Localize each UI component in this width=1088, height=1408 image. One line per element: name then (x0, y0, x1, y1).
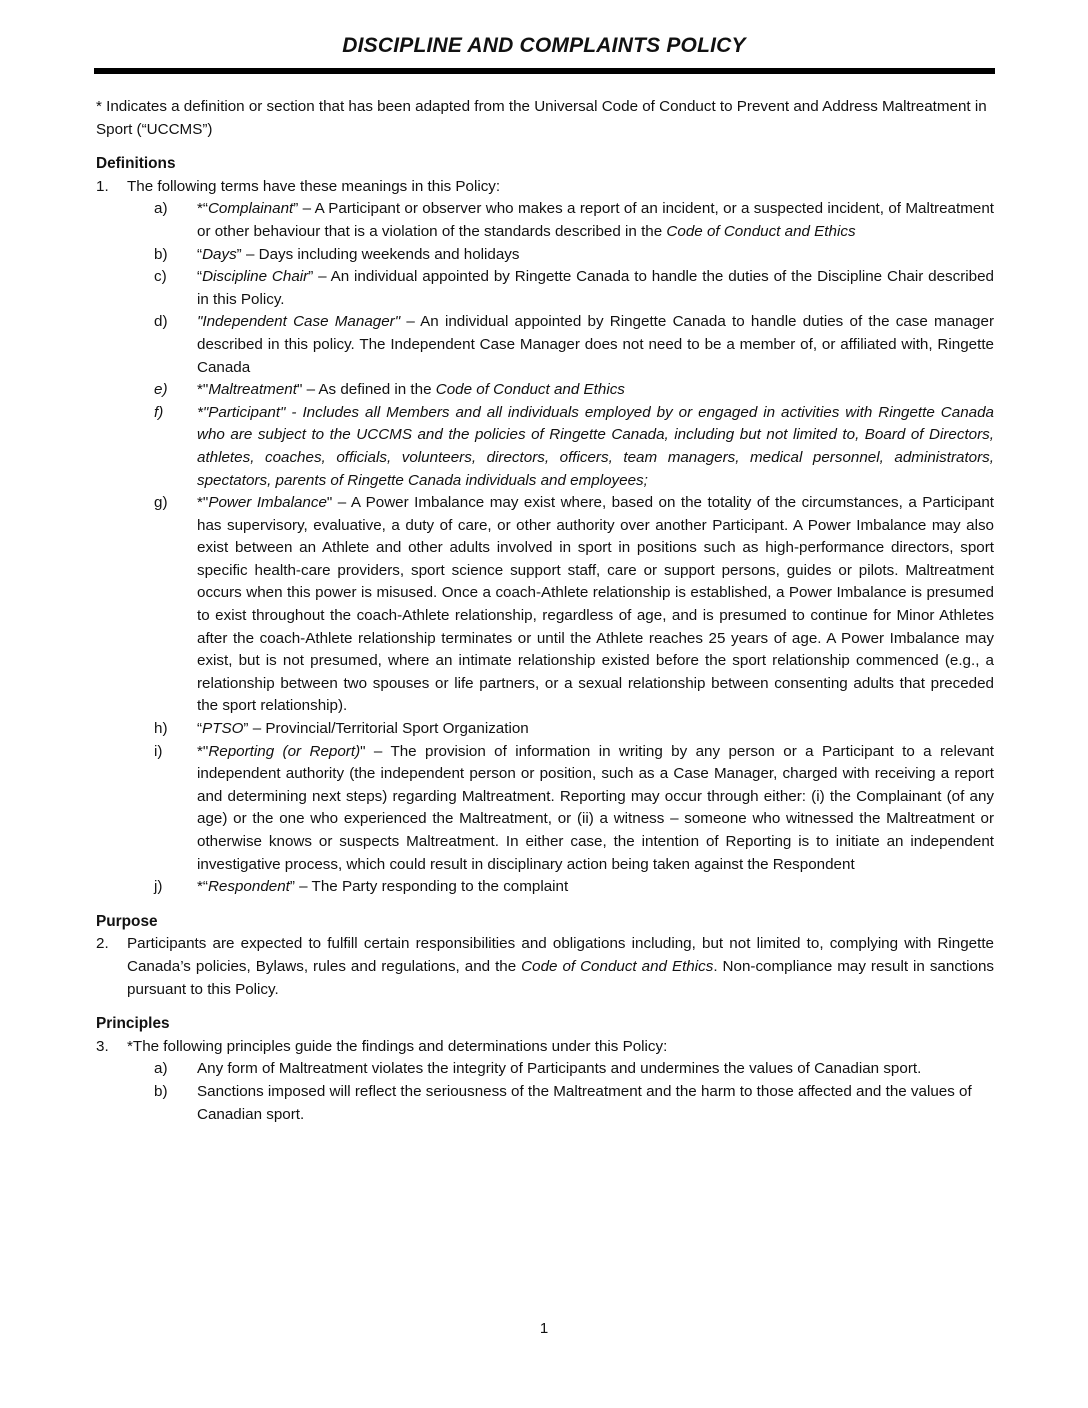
definition-prefix: *“ (197, 200, 208, 218)
definition-item (96, 402, 994, 492)
principle-item (96, 1058, 994, 1081)
definition-term: Complainant (207, 200, 294, 218)
definition-label: a) (154, 200, 168, 218)
definition-term: Discipline Chair (202, 268, 309, 286)
definition-text: ” – Days including weekends and holidays (236, 245, 520, 263)
definition-term: Respondent (207, 878, 290, 896)
principle-label: a) (154, 1060, 168, 1078)
definition-term: Reporting (or Report) (208, 742, 361, 760)
definition-term: *"Participant" - Includes all Members and all individuals employed by or engaged in activities with Ringette Canada who are subject to the UCCMS and the policies of Ringette Canada, including but not limited to, Board of Directors, athletes, coaches, officials, volunteers, directors, officers, team managers, medical personnel, administrators, spectators, parents of Ringette Canada individuals and employees; (197, 403, 994, 489)
definition-reference: Code of Conduct and Ethics (435, 381, 625, 399)
definition-term: Power Imbalance (208, 494, 327, 512)
purpose-text-end: . Non-compliance may result in sanctions pursuant to this Policy. (127, 957, 994, 998)
intro-text: *The following principles guide the findings and determinations under this Policy: (127, 1037, 668, 1055)
purpose-heading: Purpose (96, 912, 158, 930)
principle-text: Any form of Maltreatment violates the integrity of Participants and undermines the values of Canadian sport. (197, 1060, 922, 1078)
item-number: 2. (96, 935, 109, 953)
definition-label: d) (154, 313, 168, 331)
principles-intro (96, 1036, 994, 1059)
intro-text: The following terms have these meanings in this Policy: (127, 177, 501, 195)
definition-text: ” – Provincial/Territorial Sport Organization (243, 720, 529, 738)
definition-item (96, 244, 994, 267)
page-number: 1 (539, 1320, 549, 1337)
principle-item (96, 1081, 994, 1126)
definition-text: " – A Power Imbalance may exist where, based on the totality of the circumstances, a Participant has supervisory, evaluative, a duty of care, or other authority over another Participant. A Power Imbalance may also exist between an Athlete and other adults involved in sport in positions such as high-performance directors, sport specific health-care providers, sport science support staff, care or support persons, guides or pilots. Maltreatment occurs when this power is misused. Once a coach-Athlete relationship is established, a Power Imbalance is presumed to exist throughout the coach-Athlete relationship, regardless of age, and is presumed to continue for Minor Athletes after the coach-Athlete relationship terminates or until the Athlete reaches 25 years of age. A Power Imbalance may exist, but is not presumed, where an intimate relationship existed before the sport relationship commenced (e.g., a relationship between two spouses or life partners, or a sexual relationship between consenting adults that preceded the sport relationship). (197, 494, 995, 715)
definition-label: h) (154, 720, 168, 738)
purpose-reference: Code of Conduct and Ethics (521, 957, 714, 975)
definitions-heading: Definitions (96, 155, 176, 173)
definition-item (96, 876, 994, 899)
definition-prefix: “ (197, 268, 203, 286)
purpose-section (96, 911, 994, 1001)
definition-label: i) (154, 742, 163, 760)
purpose-text: Participants are expected to fulfill certain responsibilities and obligations including, but not limited to, complying with Ringette Canada’s policies, Bylaws, rules and regulations, and the (127, 935, 994, 975)
principles-heading: Principles (96, 1015, 170, 1033)
document-body (96, 96, 994, 1138)
definition-text: " – The provision of information in writing by any person or a Participant to a relevant independent authority (the independent person or position, such as a Case Manager, charged with receiving a report and determining next steps) regarding Maltreatment. Reporting may occur through either: (i) the Complainant (of any age) or the one who experienced the Maltreatment, or (ii) a witness – someone who witnessed the Maltreatment or otherwise knows or suspects Maltreatment. In either case, the intention of Reporting is to initiate an independent investigative process, which could result in disciplinary action being taken against the Respondent (197, 742, 994, 873)
definition-term: PTSO (202, 720, 244, 738)
definition-text: ” – An individual appointed by Ringette Canada to handle the duties of the Discipline Chair described in this Policy. (197, 268, 994, 308)
definition-item (96, 379, 994, 402)
definition-label: f) (154, 403, 164, 421)
definition-item (96, 718, 994, 741)
purpose-item (96, 933, 994, 1001)
uccms-note: * Indicates a definition or section that has been adapted from the Universal Code of Conduct to Prevent and Address Maltreatment in Sport (“UCCMS”) (96, 98, 987, 138)
definition-item (96, 311, 994, 379)
definition-text: ” – The Party responding to the complaint (289, 878, 569, 896)
definition-prefix: *“ (197, 878, 208, 896)
definition-prefix: *" (197, 381, 209, 399)
definition-item (96, 198, 994, 243)
definition-label: b) (154, 245, 168, 263)
definition-label: j) (154, 878, 163, 896)
principle-label: b) (154, 1082, 168, 1100)
definition-label: e) (154, 381, 168, 399)
definition-prefix: *" (197, 494, 209, 512)
definition-text: – An individual appointed by Ringette Canada to handle duties of the case manager described in this policy. The Independent Case Manager does not need to be a member of, or affiliated with, Ringette Canada (197, 313, 994, 376)
definition-item (96, 741, 994, 877)
definition-prefix: *" (197, 742, 209, 760)
definition-item (96, 492, 994, 718)
title-underline (94, 68, 995, 74)
definition-prefix: “ (197, 245, 203, 263)
definition-prefix: “ (197, 720, 203, 738)
definitions-section (96, 153, 994, 899)
definition-reference: Code of Conduct and Ethics (666, 222, 856, 240)
definition-term: "Independent Case Manager" (197, 313, 401, 331)
definition-term: Maltreatment (208, 381, 297, 399)
definition-term: Days (202, 245, 237, 263)
definitions-intro (96, 176, 994, 199)
principle-text: Sanctions imposed will reflect the seriousness of the Maltreatment and the harm to those affected and the values of Canadian sport. (197, 1082, 972, 1123)
item-number: 1. (96, 177, 109, 195)
page-title: DISCIPLINE AND COMPLAINTS POLICY (342, 34, 746, 57)
item-number: 3. (96, 1037, 109, 1055)
definition-label: g) (154, 494, 168, 512)
definition-item (96, 266, 994, 311)
definition-label: c) (154, 268, 167, 286)
principles-section (96, 1013, 994, 1126)
definition-text: ” – A Participant or observer who makes a report of an incident, or a suspected incident, of Maltreatment or other behaviour that is a violation of the standards described in the (197, 200, 994, 240)
definition-text: " – As defined in the (296, 381, 436, 399)
